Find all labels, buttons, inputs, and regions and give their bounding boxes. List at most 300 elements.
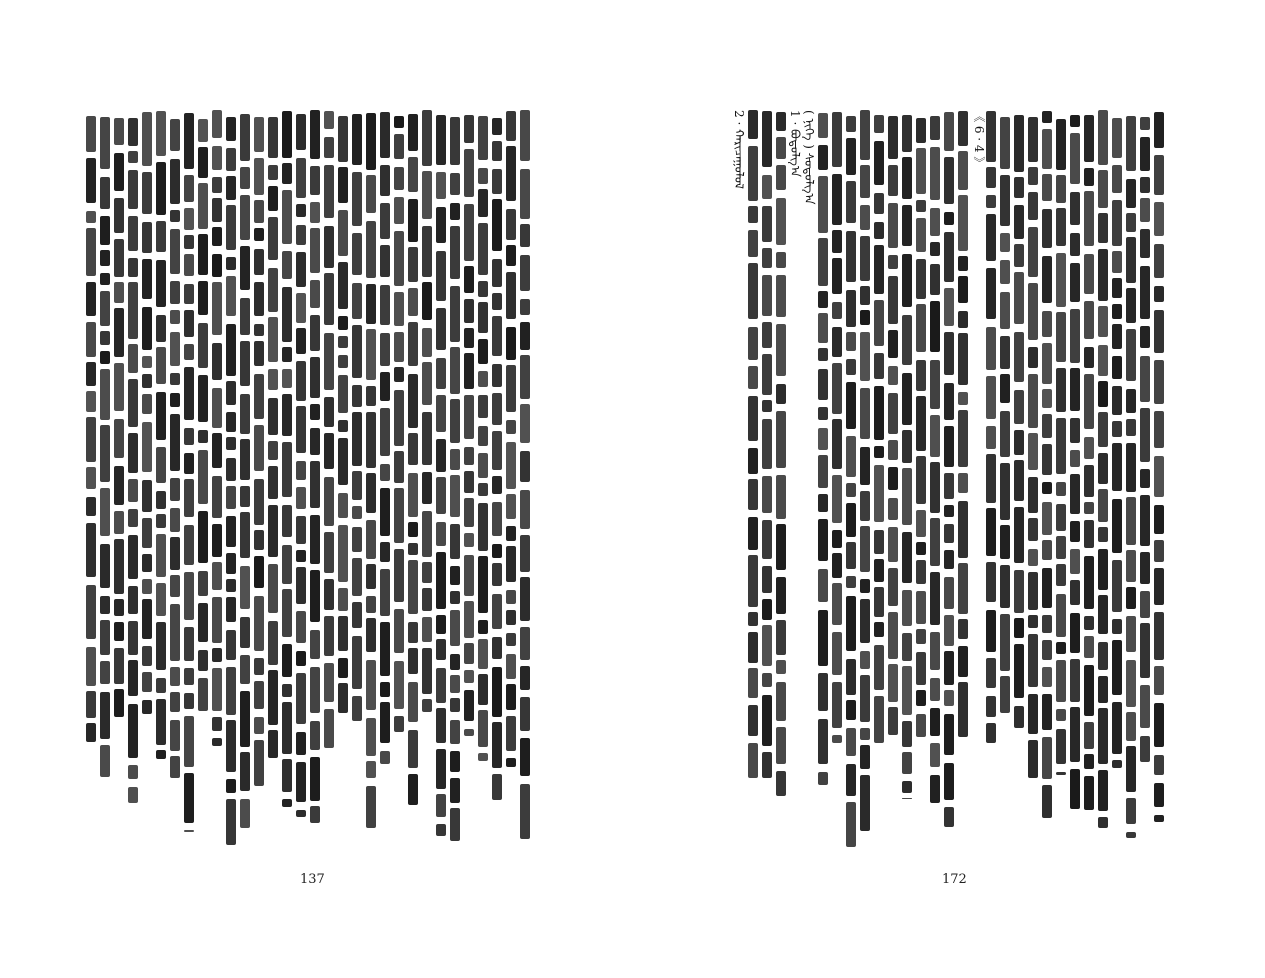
mongolian-word bbox=[776, 275, 786, 317]
mongolian-word bbox=[1084, 520, 1094, 548]
mongolian-word bbox=[846, 483, 856, 497]
mongolian-word bbox=[338, 658, 348, 678]
mongolian-word bbox=[464, 690, 474, 721]
mongolian-word bbox=[986, 214, 996, 261]
mongolian-word bbox=[832, 735, 842, 743]
mongolian-word bbox=[986, 508, 996, 556]
mongolian-word bbox=[366, 520, 376, 559]
text-column bbox=[844, 110, 858, 850]
mongolian-word bbox=[128, 787, 138, 803]
mongolian-word bbox=[1014, 618, 1024, 638]
mongolian-word bbox=[1140, 685, 1150, 728]
mongolian-word bbox=[240, 114, 250, 161]
mongolian-word bbox=[1098, 676, 1108, 703]
mongolian-word bbox=[1126, 288, 1136, 323]
mongolian-word bbox=[366, 329, 376, 380]
mongolian-word bbox=[1112, 304, 1122, 319]
mongolian-word bbox=[86, 322, 96, 357]
mongolian-word bbox=[366, 386, 376, 406]
mongolian-word bbox=[184, 310, 194, 337]
mongolian-word bbox=[1084, 665, 1094, 716]
mongolian-word bbox=[748, 612, 758, 626]
mongolian-word bbox=[464, 149, 474, 197]
text-column bbox=[294, 110, 308, 850]
mongolian-word bbox=[310, 280, 320, 308]
mongolian-word bbox=[762, 752, 772, 778]
mongolian-word bbox=[366, 175, 376, 213]
mongolian-word bbox=[1014, 272, 1024, 324]
mongolian-word bbox=[1000, 292, 1010, 329]
mongolian-word bbox=[1000, 260, 1010, 284]
mongolian-word bbox=[282, 702, 292, 754]
mongolian-word bbox=[380, 702, 390, 743]
right-subsection-heading: 1 · ᠪᠣᠳᠤᠯᠭ᠎ᠠ bbox=[788, 110, 802, 178]
mongolian-word bbox=[832, 553, 842, 578]
mongolian-word bbox=[156, 622, 166, 670]
mongolian-word bbox=[282, 442, 292, 497]
mongolian-word bbox=[492, 141, 502, 161]
mongolian-word bbox=[464, 555, 474, 596]
mongolian-word bbox=[198, 183, 208, 229]
mongolian-word bbox=[226, 458, 236, 481]
mongolian-word bbox=[100, 425, 110, 482]
mongolian-word bbox=[268, 117, 278, 158]
mongolian-word bbox=[408, 522, 418, 537]
mongolian-word bbox=[874, 587, 884, 617]
mongolian-word bbox=[1014, 244, 1024, 267]
mongolian-word bbox=[986, 723, 996, 743]
mongolian-word bbox=[450, 286, 460, 342]
mongolian-word bbox=[846, 576, 856, 588]
mongolian-word bbox=[380, 569, 390, 616]
mongolian-word bbox=[818, 113, 828, 138]
mongolian-word bbox=[128, 509, 138, 527]
mongolian-word bbox=[506, 654, 516, 679]
mongolian-word bbox=[352, 385, 362, 407]
mongolian-word bbox=[1070, 192, 1080, 225]
mongolian-word bbox=[944, 212, 954, 225]
mongolian-word bbox=[450, 654, 460, 670]
mongolian-word bbox=[762, 175, 772, 199]
mongolian-word bbox=[776, 771, 786, 796]
mongolian-word bbox=[422, 226, 432, 277]
mongolian-word bbox=[128, 535, 138, 579]
mongolian-word bbox=[240, 167, 250, 189]
mongolian-word bbox=[846, 290, 856, 327]
mongolian-word bbox=[226, 667, 236, 715]
mongolian-word bbox=[240, 394, 250, 434]
text-column bbox=[462, 110, 476, 850]
mongolian-word bbox=[226, 381, 236, 405]
mongolian-word bbox=[1084, 502, 1094, 514]
mongolian-word bbox=[1028, 477, 1038, 513]
mongolian-word bbox=[212, 668, 222, 711]
mongolian-word bbox=[520, 451, 530, 482]
mongolian-word bbox=[310, 461, 320, 508]
mongolian-word bbox=[888, 255, 898, 269]
mongolian-word bbox=[394, 549, 404, 602]
mongolian-word bbox=[282, 394, 292, 436]
mongolian-word bbox=[212, 648, 222, 662]
mongolian-word bbox=[776, 682, 786, 721]
mongolian-word bbox=[1042, 414, 1052, 438]
mongolian-word bbox=[1000, 175, 1010, 226]
mongolian-word bbox=[198, 511, 208, 563]
mongolian-word bbox=[408, 199, 418, 242]
mongolian-word bbox=[156, 491, 166, 509]
mongolian-word bbox=[944, 157, 954, 204]
mongolian-word bbox=[520, 322, 530, 350]
mongolian-word bbox=[506, 272, 516, 319]
mongolian-word bbox=[986, 658, 996, 688]
mongolian-word bbox=[268, 369, 278, 390]
mongolian-word bbox=[860, 332, 870, 381]
mongolian-word bbox=[958, 682, 968, 737]
mongolian-word bbox=[212, 717, 222, 731]
mongolian-word bbox=[282, 111, 292, 158]
mongolian-word bbox=[874, 386, 884, 440]
mongolian-word bbox=[198, 234, 208, 275]
mongolian-word bbox=[212, 110, 222, 138]
mongolian-word bbox=[506, 365, 516, 412]
mongolian-word bbox=[296, 361, 306, 401]
mongolian-word bbox=[1126, 798, 1136, 824]
mongolian-word bbox=[450, 347, 460, 394]
left-page-number: 137 bbox=[300, 872, 325, 887]
mongolian-word bbox=[254, 282, 264, 316]
mongolian-word bbox=[156, 514, 166, 528]
mongolian-word bbox=[436, 172, 446, 199]
mongolian-word bbox=[450, 675, 460, 693]
mongolian-word bbox=[944, 690, 954, 706]
mongolian-word bbox=[464, 115, 474, 143]
mongolian-word bbox=[492, 293, 502, 310]
mongolian-word bbox=[254, 530, 264, 550]
mongolian-word bbox=[748, 146, 758, 201]
mongolian-word bbox=[520, 355, 530, 399]
mongolian-word bbox=[450, 720, 460, 744]
mongolian-word bbox=[846, 231, 856, 282]
left-page bbox=[0, 0, 632, 978]
mongolian-word bbox=[986, 167, 996, 188]
mongolian-word bbox=[324, 397, 334, 427]
mongolian-word bbox=[762, 419, 772, 469]
mongolian-word bbox=[254, 324, 264, 336]
mongolian-word bbox=[478, 620, 488, 634]
mongolian-word bbox=[1084, 754, 1094, 769]
mongolian-word bbox=[324, 477, 334, 526]
mongolian-word bbox=[930, 147, 940, 200]
mongolian-word bbox=[338, 683, 348, 713]
mongolian-word bbox=[1140, 177, 1150, 193]
mongolian-word bbox=[958, 563, 968, 614]
mongolian-word bbox=[1070, 263, 1080, 302]
mongolian-word bbox=[156, 447, 166, 483]
mongolian-word bbox=[198, 650, 208, 671]
text-column bbox=[266, 110, 280, 850]
mongolian-word bbox=[212, 146, 222, 170]
mongolian-word bbox=[888, 498, 898, 520]
mongolian-word bbox=[478, 339, 488, 364]
mongolian-word bbox=[352, 172, 362, 226]
mongolian-word bbox=[930, 632, 940, 670]
mongolian-word bbox=[1098, 770, 1108, 811]
mongolian-word bbox=[748, 705, 758, 736]
mongolian-word bbox=[436, 522, 446, 546]
mongolian-word bbox=[100, 544, 110, 588]
mongolian-word bbox=[352, 283, 362, 319]
mongolian-word bbox=[1070, 707, 1080, 762]
mongolian-word bbox=[240, 799, 250, 828]
mongolian-word bbox=[492, 774, 502, 800]
mongolian-word bbox=[366, 284, 376, 324]
mongolian-word bbox=[86, 417, 96, 462]
mongolian-word bbox=[184, 773, 194, 823]
mongolian-word bbox=[310, 404, 320, 420]
mongolian-word bbox=[944, 383, 954, 420]
mongolian-word bbox=[1098, 549, 1108, 590]
mongolian-word bbox=[1126, 389, 1136, 413]
mongolian-word bbox=[846, 138, 856, 175]
mongolian-word bbox=[874, 193, 884, 214]
mongolian-word bbox=[958, 276, 968, 303]
mongolian-word bbox=[776, 577, 786, 614]
mongolian-word bbox=[170, 159, 180, 204]
mongolian-word bbox=[1126, 213, 1136, 232]
mongolian-word bbox=[254, 228, 264, 241]
mongolian-word bbox=[832, 302, 842, 319]
mongolian-word bbox=[254, 374, 264, 419]
text-column bbox=[1124, 110, 1138, 850]
mongolian-word bbox=[1140, 495, 1150, 546]
mongolian-word bbox=[1000, 463, 1010, 520]
mongolian-word bbox=[226, 516, 236, 547]
mongolian-word bbox=[380, 333, 390, 366]
mongolian-word bbox=[1042, 311, 1052, 337]
mongolian-word bbox=[478, 281, 488, 297]
mongolian-word bbox=[436, 749, 446, 789]
mongolian-word bbox=[860, 310, 870, 325]
mongolian-word bbox=[846, 728, 856, 756]
mongolian-word bbox=[296, 651, 306, 666]
mongolian-word bbox=[1154, 411, 1164, 448]
text-column bbox=[518, 110, 532, 850]
mongolian-word bbox=[240, 341, 250, 386]
mongolian-word bbox=[1028, 374, 1038, 428]
mongolian-word bbox=[1042, 640, 1052, 660]
mongolian-word bbox=[944, 426, 954, 467]
mongolian-word bbox=[1154, 112, 1164, 148]
mongolian-word bbox=[1014, 332, 1024, 382]
mongolian-word bbox=[492, 563, 502, 586]
mongolian-word bbox=[492, 476, 502, 494]
mongolian-word bbox=[1070, 450, 1080, 467]
mongolian-word bbox=[86, 585, 96, 639]
mongolian-word bbox=[310, 630, 320, 659]
text-column bbox=[942, 110, 956, 850]
mongolian-word bbox=[184, 572, 194, 620]
mongolian-word bbox=[464, 601, 474, 638]
mongolian-word bbox=[100, 620, 110, 655]
mongolian-word bbox=[380, 165, 390, 196]
mongolian-word bbox=[1140, 469, 1150, 488]
text-column bbox=[126, 110, 140, 850]
mongolian-word bbox=[776, 137, 786, 159]
mongolian-word bbox=[254, 117, 264, 152]
mongolian-word bbox=[874, 530, 884, 554]
mongolian-word bbox=[1056, 312, 1066, 362]
mongolian-word bbox=[1000, 336, 1010, 369]
mongolian-word bbox=[478, 302, 488, 333]
mongolian-word bbox=[464, 471, 474, 493]
mongolian-word bbox=[310, 202, 320, 223]
mongolian-word bbox=[198, 430, 208, 443]
mongolian-word bbox=[324, 226, 334, 268]
mongolian-word bbox=[268, 670, 278, 725]
mongolian-word bbox=[1154, 703, 1164, 747]
mongolian-word bbox=[352, 471, 362, 500]
mongolian-word bbox=[114, 118, 124, 145]
mongolian-word bbox=[1042, 111, 1052, 123]
mongolian-word bbox=[394, 716, 404, 732]
mongolian-word bbox=[846, 436, 856, 477]
mongolian-word bbox=[156, 678, 166, 693]
mongolian-word bbox=[762, 354, 772, 395]
mongolian-word bbox=[254, 681, 264, 709]
mongolian-word bbox=[1070, 659, 1080, 702]
text-column bbox=[830, 110, 844, 850]
mongolian-word bbox=[1126, 587, 1136, 609]
text-column bbox=[308, 110, 322, 850]
mongolian-word bbox=[762, 248, 772, 268]
mongolian-word bbox=[366, 473, 376, 513]
mongolian-word bbox=[254, 158, 264, 195]
mongolian-word bbox=[226, 779, 236, 793]
mongolian-word bbox=[226, 276, 236, 316]
mongolian-word bbox=[1112, 760, 1122, 768]
mongolian-word bbox=[492, 393, 502, 425]
mongolian-word bbox=[930, 208, 940, 236]
mongolian-word bbox=[916, 360, 926, 391]
mongolian-word bbox=[170, 281, 180, 304]
mongolian-word bbox=[338, 116, 348, 162]
mongolian-word bbox=[762, 520, 772, 559]
mongolian-word bbox=[506, 526, 516, 541]
mongolian-word bbox=[114, 466, 124, 505]
mongolian-word bbox=[930, 301, 940, 352]
mongolian-word bbox=[902, 315, 912, 365]
mongolian-word bbox=[114, 511, 124, 534]
mongolian-word bbox=[1042, 540, 1052, 560]
text-column bbox=[886, 110, 900, 850]
mongolian-word bbox=[324, 111, 334, 129]
mongolian-word bbox=[748, 110, 758, 139]
mongolian-word bbox=[1112, 560, 1122, 612]
mongolian-word bbox=[86, 116, 96, 152]
mongolian-word bbox=[184, 668, 194, 685]
mongolian-word bbox=[184, 693, 194, 709]
mongolian-word bbox=[958, 151, 968, 190]
text-column bbox=[252, 110, 266, 850]
text-column bbox=[774, 110, 788, 850]
mongolian-word bbox=[240, 617, 250, 648]
mongolian-word bbox=[1028, 694, 1038, 734]
text-column bbox=[112, 110, 126, 850]
mongolian-word bbox=[282, 251, 292, 279]
mongolian-word bbox=[506, 633, 516, 646]
mongolian-word bbox=[142, 554, 152, 572]
mongolian-word bbox=[930, 743, 940, 767]
mongolian-word bbox=[986, 268, 996, 319]
mongolian-word bbox=[888, 330, 898, 358]
mongolian-word bbox=[1140, 198, 1150, 222]
mongolian-word bbox=[520, 224, 530, 247]
text-column bbox=[872, 110, 886, 850]
mongolian-word bbox=[338, 616, 348, 651]
mongolian-word bbox=[408, 473, 418, 517]
mongolian-word bbox=[170, 229, 180, 274]
mongolian-word bbox=[128, 660, 138, 696]
mongolian-word bbox=[902, 666, 912, 715]
mongolian-word bbox=[282, 799, 292, 807]
mongolian-word bbox=[114, 239, 124, 277]
mongolian-word bbox=[762, 566, 772, 593]
mongolian-word bbox=[128, 170, 138, 209]
mongolian-word bbox=[436, 552, 446, 609]
mongolian-word bbox=[1098, 170, 1108, 208]
mongolian-word bbox=[268, 564, 278, 613]
mongolian-word bbox=[888, 116, 898, 159]
mongolian-word bbox=[338, 375, 348, 413]
mongolian-word bbox=[860, 728, 870, 740]
mongolian-word bbox=[114, 539, 124, 594]
right-reference-number: 《 6 · 4 》 bbox=[972, 110, 986, 169]
mongolian-word bbox=[1126, 419, 1136, 436]
mongolian-word bbox=[832, 230, 842, 253]
mongolian-word bbox=[1098, 213, 1108, 243]
mongolian-word bbox=[436, 207, 446, 243]
mongolian-word bbox=[762, 673, 772, 687]
text-column bbox=[1026, 110, 1040, 850]
mongolian-word bbox=[114, 308, 124, 357]
mongolian-word bbox=[958, 473, 968, 493]
mongolian-word bbox=[1056, 772, 1066, 775]
mongolian-word bbox=[296, 293, 306, 323]
mongolian-word bbox=[1112, 640, 1122, 695]
mongolian-word bbox=[860, 651, 870, 669]
mongolian-word bbox=[170, 604, 180, 661]
mongolian-word bbox=[142, 646, 152, 666]
mongolian-word bbox=[762, 476, 772, 513]
mongolian-word bbox=[100, 745, 110, 777]
mongolian-word bbox=[240, 752, 250, 791]
mongolian-word bbox=[520, 490, 530, 529]
mongolian-word bbox=[436, 615, 446, 634]
mongolian-word bbox=[268, 398, 278, 435]
mongolian-word bbox=[1000, 614, 1010, 671]
mongolian-word bbox=[958, 410, 968, 467]
mongolian-word bbox=[86, 158, 96, 203]
mongolian-word bbox=[338, 420, 348, 432]
mongolian-word bbox=[422, 588, 432, 611]
mongolian-word bbox=[128, 704, 138, 758]
mongolian-word bbox=[874, 465, 884, 522]
mongolian-word bbox=[338, 167, 348, 203]
mongolian-word bbox=[240, 246, 250, 290]
mongolian-word bbox=[324, 709, 334, 748]
mongolian-word bbox=[762, 625, 772, 666]
mongolian-word bbox=[846, 596, 856, 651]
